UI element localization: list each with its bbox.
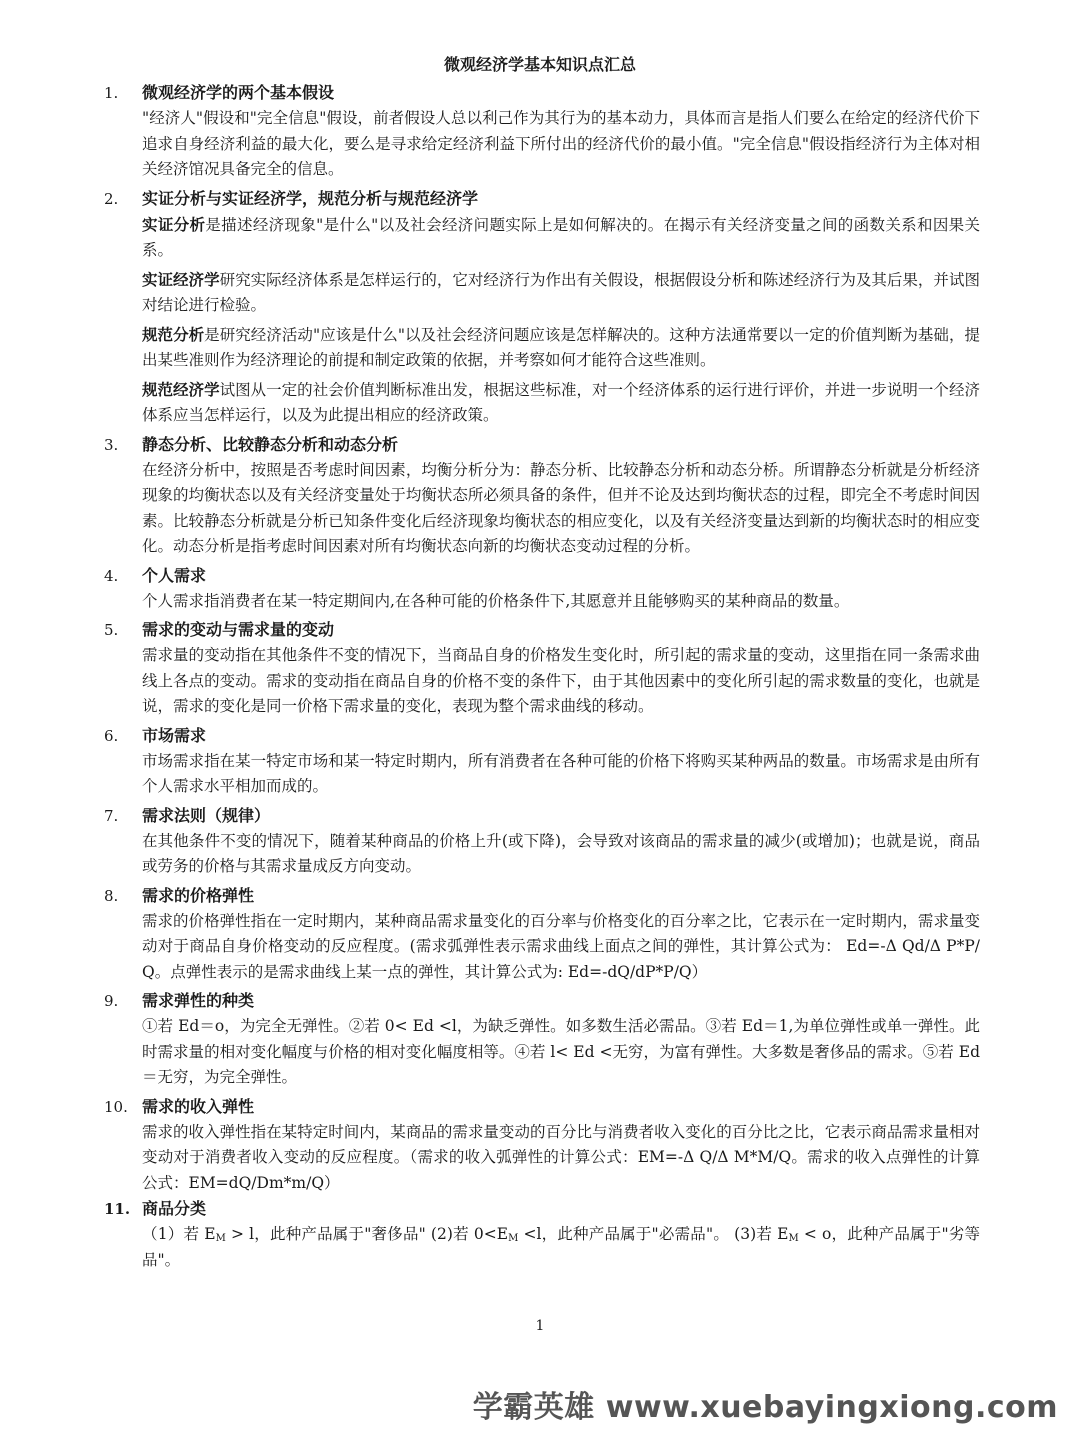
paragraph-text: 研究实际经济体系是怎样运行的，它对经济行为作出有关假设，根据假设分析和陈述经济行为及其后果，并试图对结论进行检验。 <box>142 270 980 314</box>
subscript: M <box>215 1233 226 1244</box>
section-number: 11. <box>104 1200 131 1218</box>
section-heading <box>104 186 980 212</box>
section <box>104 617 980 720</box>
section-paragraph <box>142 749 980 800</box>
section-number: 10. <box>104 1097 128 1116</box>
section <box>104 988 980 1091</box>
section-paragraph <box>142 458 980 560</box>
section-heading <box>104 1094 980 1120</box>
section-heading <box>104 432 980 458</box>
section-number: 4. <box>104 566 119 585</box>
section-paragraph <box>142 106 980 183</box>
section-heading <box>104 80 980 106</box>
section-number: 5. <box>104 621 119 639</box>
section-heading <box>104 617 980 643</box>
site-watermark: 学霸英雄 www.xuebayingxiong.com <box>472 1390 1058 1425</box>
subscript: M <box>788 1233 799 1244</box>
section-title: 实证分析与实证经济学，规范分析与规范经济学 <box>142 188 479 208</box>
paragraph-text: 试图从一定的社会价值判断标准出发，根据这些标准，对一个经济体系的运行进行评价，并进一步说明一个经济体系应当怎样运行，以及为此提出相应的经济政策。 <box>142 380 980 424</box>
section <box>104 563 980 615</box>
section <box>104 80 980 183</box>
text-run: （1）若 E <box>142 1225 216 1243</box>
section <box>104 883 980 986</box>
section-heading <box>104 883 980 909</box>
section-heading <box>104 1196 980 1222</box>
paragraph-text: 是描述经济现象"是什么"以及社会经济问题实际上是如何解决的。在揭示有关经济变量之间的函数关系和因果关系。 <box>142 215 980 259</box>
section-title: 静态分析、比较静态分析和动态分析 <box>142 434 399 454</box>
section-number: 1. <box>104 84 119 102</box>
paragraph-text: ①若 Ed＝o，为完全无弹性。②若 0< Ed <l，为缺乏弹性。如多数生活必需品。③若 Ed＝1,为单位弹性或单一弹性。此时需求量的相对变化幅度与价格的相对变化幅度相等。④若 l< Ed <无穷，为富有弹性。大多数是奢侈品的需求。⑤若 Ed ＝无穷，为完全弹性。 <box>142 1017 980 1086</box>
paragraph-text: 是研究经济活动"应该是什么"以及社会经济问题应该是怎样解决的。这种方法通常要以一定的价值判断为基础，提出某些准则作为经济理论的前提和制定政策的依据，并考察如何才能符合这些准则。 <box>142 325 980 369</box>
term: 规范经济学 <box>142 379 220 399</box>
paragraph-text: 需求量的变动指在其他条件不变的情况下，当商品自身的价格发生变化时，所引起的需求量的变动，这里指在同一条需求曲线上各点的变动。需求的变动指在商品自身的价格不变的条件下，由于其他因素中的变化所引起的需求数量的变化，也就是说，需求的变化是同一价格下需求量的变化，表现为整个需求曲线的移动。 <box>142 646 980 715</box>
text-run: <l，此种产品属于"必需品"。 (3)若 E <box>518 1225 789 1243</box>
term: 实证分析 <box>142 214 206 234</box>
section-title: 需求法则（规律） <box>142 805 271 825</box>
section-paragraph <box>142 1120 980 1197</box>
section <box>104 1094 980 1197</box>
section-title: 需求的变动与需求量的变动 <box>142 620 335 639</box>
section-title: 微观经济学的两个基本假设 <box>142 83 335 102</box>
section-paragraph <box>142 377 980 429</box>
section-number: 2. <box>104 189 119 208</box>
section-heading <box>104 563 980 589</box>
section <box>104 723 980 800</box>
paragraph-text: "经济人"假设和"完全信息"假设，前者假设人总以利己作为其行为的基本动力，具体而言是指人们要么在给定的经济代价下追求自身经济利益的最大化，要么是寻求给定经济利益下所付出的经济代价的最小值。"完全信息"假设指经济行为主体对相关经济馆况具备完全的信息。 <box>142 109 980 178</box>
section-paragraph <box>142 1222 980 1273</box>
term: 实证经济学 <box>142 269 220 289</box>
section-title: 需求的价格弹性 <box>142 885 255 905</box>
section-number: 3. <box>104 435 119 454</box>
section <box>104 432 980 560</box>
paragraph-text: 在其他条件不变的情况下，随着某种商品的价格上升(或下降)，会导致对该商品的需求量的减少(或增加)；也就是说，商品或劳务的价格与其需求量成反方向变动。 <box>142 831 980 875</box>
section-title: 市场需求 <box>142 725 207 745</box>
document-title: 微观经济学基本知识点汇总 <box>443 55 636 74</box>
sections-list <box>104 80 980 1196</box>
section-paragraph <box>142 829 980 880</box>
section-title: 个人需求 <box>142 565 207 585</box>
section-paragraph <box>142 589 980 615</box>
section-title: 需求的收入弹性 <box>142 1096 255 1116</box>
section-title: 需求弹性的种类 <box>142 991 255 1010</box>
section-heading <box>104 988 980 1014</box>
section-number: 7. <box>104 806 119 825</box>
section-paragraph <box>142 643 980 720</box>
paragraph-text: 在经济分析中，按照是否考虑时间因素，均衡分析分为：静态分析、比较静态分析和动态分桥。所谓静态分析就是分析经济现象的均衡状态以及有关经济变量处于均衡状态所必须具备的条件，但并不论及达到均衡状态的过程，即完全不考虑时间因素。比较静态分析就是分析已知条件变化后经济现象均衡状态的相应变化，以及有关经济变量达到新的均衡状态时的相应变化。动态分析是指考虑时间因素对所有均衡状态向新的均衡状态变动过程的分析。 <box>142 460 980 555</box>
text-run: < o，此种产品属于"劣等品"。 <box>142 1225 980 1269</box>
term: 规范分析 <box>142 324 205 344</box>
paragraph-text: 个人需求指消费者在某一特定期间内,在各种可能的价格条件下,其愿意并且能够购买的某种商品的数量。 <box>142 591 850 610</box>
section-title: 商品分类 <box>142 1199 207 1218</box>
section-paragraph <box>142 322 980 374</box>
section-number: 8. <box>104 886 119 905</box>
section-number: 9. <box>104 992 119 1010</box>
section-paragraph <box>142 212 980 264</box>
section-paragraph <box>142 909 980 986</box>
text-run: > l，此种产品属于"奢侈品" (2)若 0<E <box>225 1225 509 1243</box>
paragraph-text: 需求的价格弹性指在一定时期内，某种商品需求量变化的百分率与价格变化的百分率之比，它表示在一定时期内，需求量变动对于商品自身价格变动的反应程度。(需求弧弹性表示需求曲线上面点之间的弹性，其计算公式为： Ed=-Δ Qd/Δ P*P/Q。点弹性表示的是需求曲线上某一点的弹性，其计算公式为: Ed=-dQ/dP*P/Q） <box>142 911 980 981</box>
section-paragraph <box>142 267 980 319</box>
paragraph-text: 市场需求指在某一特定市场和某一特定时期内，所有消费者在各种可能的价格下将购买某种两品的数量。市场需求是由所有个人需求水平相加而成的。 <box>142 751 980 795</box>
section <box>104 186 980 429</box>
section-heading <box>104 723 980 749</box>
section-paragraph <box>142 1014 980 1091</box>
paragraph-text: 需求的收入弹性指在某特定时间内，某商品的需求量变动的百分比与消费者收入变化的百分比之比，它表示商品需求量相对变动对于消费者收入变动的反应程度。（需求的收入弧弹性的计算公式：EM=-Δ Q/Δ M*M/Q。需求的收入点弹性的计算公式：EM=dQ/Dm*m/Q） <box>142 1122 980 1192</box>
document-content <box>104 80 980 1273</box>
section-number: 6. <box>104 726 119 745</box>
subscript: M <box>508 1233 519 1244</box>
section <box>104 803 980 880</box>
section-heading <box>104 803 980 829</box>
section-11 <box>104 1196 980 1273</box>
page-number: 1 <box>535 1318 545 1334</box>
